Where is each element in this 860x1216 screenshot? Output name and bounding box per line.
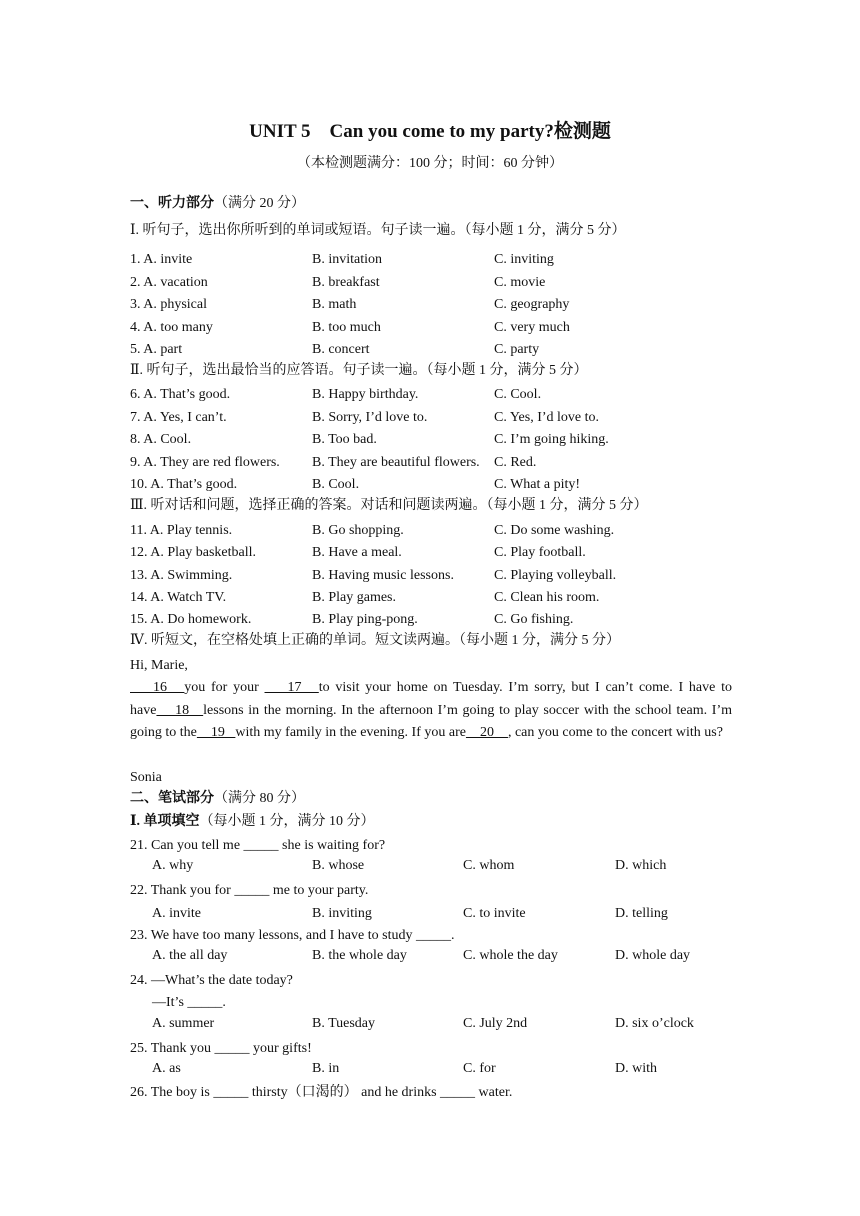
letter-text: , can you come to the concert with us? — [507, 725, 723, 740]
letter-body — [130, 677, 732, 745]
option-b: B. too much — [312, 320, 381, 335]
option-c: C. for — [463, 1061, 496, 1076]
part1-heading-text: 一、听力部分 — [130, 196, 214, 211]
question-stem: 24. —What’s the date today? — [130, 973, 293, 988]
option-c: C. Clean his room. — [494, 590, 600, 605]
option-b: B. Play games. — [312, 590, 396, 605]
option-a: 11. A. Play tennis. — [130, 523, 233, 538]
section1-instructions: Ⅰ. 听句子，选出你所听到的单词或短语。句子读一遍。（每小题 1 分，满分 5 分） — [130, 223, 626, 238]
option-a: 14. A. Watch TV. — [130, 590, 227, 605]
blank-16[interactable]: 16 — [130, 680, 185, 695]
option-a: 15. A. Do homework. — [130, 612, 252, 627]
option-b: B. Go shopping. — [312, 523, 404, 538]
option-d: D. whole day — [615, 948, 691, 963]
option-c: C. Red. — [494, 455, 537, 470]
part2-section1-note: （每小题 1 分，满分 10 分） — [199, 814, 375, 829]
option-d: D. which — [615, 858, 667, 873]
option-a: 5. A. part — [130, 342, 183, 357]
section3-instructions: Ⅲ. 听对话和问题，选择正确的答案。对话和问题读两遍。（每小题 1 分，满分 5 分） — [130, 498, 648, 513]
option-b: B. inviting — [312, 906, 372, 921]
letter-text: to visit your home on Tuesday. I’m sorry, but I can’t come. I have to have — [130, 680, 733, 718]
option-c: C. movie — [494, 275, 546, 290]
option-b: B. breakfast — [312, 275, 380, 290]
option-c: C. Yes, I’d love to. — [494, 410, 600, 425]
question-stem: 22. Thank you for _____ me to your party. — [130, 883, 369, 898]
option-c: C. whom — [463, 858, 515, 873]
option-c: C. Play football. — [494, 545, 586, 560]
option-b: B. Happy birthday. — [312, 387, 419, 402]
option-a: A. as — [152, 1061, 181, 1076]
option-b: B. Sorry, I’d love to. — [312, 410, 428, 425]
option-a: 1. A. invite — [130, 252, 193, 267]
option-a: A. the all day — [152, 948, 228, 963]
letter-text: with my family in the evening. If you are — [235, 725, 466, 740]
part1-heading-note: （满分 20 分） — [214, 196, 305, 211]
option-a: 8. A. Cool. — [130, 432, 192, 447]
option-a: A. why — [152, 858, 194, 873]
option-c: C. Do some washing. — [494, 523, 615, 538]
option-b: B. invitation — [312, 252, 382, 267]
part2-section1-heading — [130, 813, 375, 831]
option-c: C. Playing volleyball. — [494, 568, 617, 583]
option-b: B. Tuesday — [312, 1016, 376, 1031]
blank-17[interactable]: 17 — [264, 680, 319, 695]
question-stem: 23. We have too many lessons, and I have to study _____. — [130, 928, 455, 943]
option-d: D. with — [615, 1061, 657, 1076]
part1-heading — [130, 195, 305, 213]
part2-heading — [130, 790, 305, 808]
question-stem-reply: —It’s _____. — [152, 995, 226, 1010]
option-b: B. math — [312, 297, 357, 312]
blank-19[interactable]: 19 — [196, 725, 236, 740]
option-b: B. Cool. — [312, 477, 360, 492]
option-a: 4. A. too many — [130, 320, 213, 335]
blank-20[interactable]: 20 — [465, 725, 508, 740]
part2-heading-text: 二、笔试部分 — [130, 791, 214, 806]
option-c: C. Cool. — [494, 387, 542, 402]
option-b: B. Too bad. — [312, 432, 377, 447]
option-b: B. Have a meal. — [312, 545, 402, 560]
part2-heading-note: （满分 80 分） — [214, 791, 305, 806]
option-a: 9. A. They are red flowers. — [130, 455, 280, 470]
option-c: C. party — [494, 342, 540, 357]
section4-instructions: Ⅳ. 听短文，在空格处填上正确的单词。短文读两遍。（每小题 1 分，满分 5 分） — [130, 633, 620, 648]
option-b: B. in — [312, 1061, 340, 1076]
part2-section1-title: Ⅰ. 单项填空 — [130, 814, 200, 829]
blank-18[interactable]: 18 — [156, 702, 204, 718]
option-a: A. invite — [152, 906, 201, 921]
option-d: D. six o’clock — [615, 1016, 694, 1031]
option-a: 10. A. That’s good. — [130, 477, 238, 492]
option-c: C. geography — [494, 297, 570, 312]
option-c: C. to invite — [463, 906, 526, 921]
option-b: B. the whole day — [312, 948, 407, 963]
option-b: B. Having music lessons. — [312, 568, 454, 583]
option-c: C. July 2nd — [463, 1016, 528, 1031]
letter-signature: Sonia — [130, 770, 162, 785]
option-d: D. telling — [615, 906, 668, 921]
option-b: B. concert — [312, 342, 370, 357]
option-c: C. whole the day — [463, 948, 558, 963]
question-stem: 21. Can you tell me _____ she is waiting for? — [130, 838, 386, 853]
option-a: 3. A. physical — [130, 297, 207, 312]
option-c: C. very much — [494, 320, 570, 335]
letter-greeting: Hi, Marie, — [130, 658, 188, 673]
option-a: 7. A. Yes, I can’t. — [130, 410, 227, 425]
option-c: C. Go fishing. — [494, 612, 574, 627]
option-a: 2. A. vacation — [130, 275, 208, 290]
question-stem: 26. The boy is _____ thirsty（口渴的） and he drinks _____ water. — [130, 1085, 513, 1100]
page-subtitle: （本检测题满分：100 分；时间：60 分钟） — [297, 156, 563, 171]
option-c: C. What a pity! — [494, 477, 581, 492]
option-a: 6. A. That’s good. — [130, 387, 231, 402]
letter-text: you for your — [184, 680, 265, 695]
option-a: A. summer — [152, 1016, 215, 1031]
section2-instructions: Ⅱ. 听句子，选出最恰当的应答语。句子读一遍。（每小题 1 分，满分 5 分） — [130, 363, 588, 378]
option-b: B. They are beautiful flowers. — [312, 455, 480, 470]
page-title: UNIT 5 Can you come to my party?检测题 — [249, 121, 611, 142]
question-stem: 25. Thank you _____ your gifts! — [130, 1041, 312, 1056]
option-b: B. whose — [312, 858, 365, 873]
letter-text: lessons in the morning. In the afternoon I’m going to play soccer with the school team. I’m going to the — [130, 702, 732, 740]
option-c: C. I’m going hiking. — [494, 432, 609, 447]
option-a: 12. A. Play basketball. — [130, 545, 256, 560]
option-a: 13. A. Swimming. — [130, 568, 233, 583]
option-b: B. Play ping-pong. — [312, 612, 418, 627]
option-c: C. inviting — [494, 252, 554, 267]
